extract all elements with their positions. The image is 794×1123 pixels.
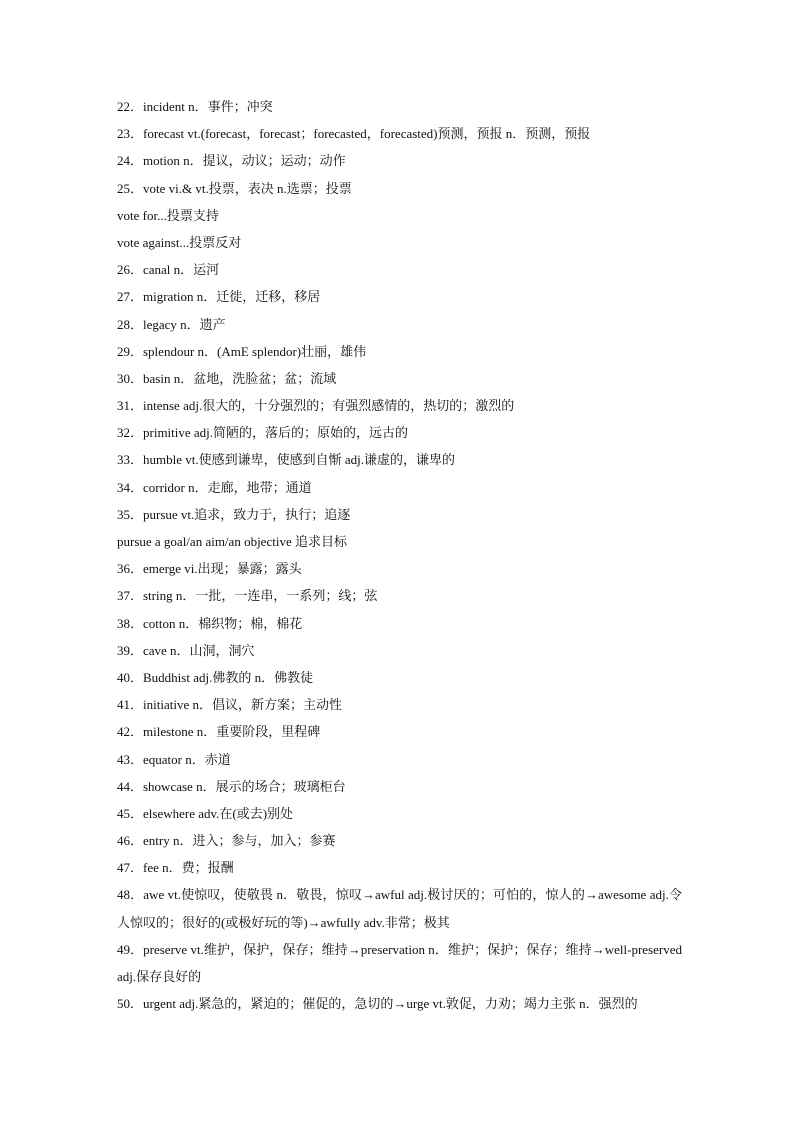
entry-44: 44．showcase n．展示的场合；玻璃柜台: [117, 778, 346, 794]
entry-45: 45．elsewhere adv.在(或去)别处: [117, 805, 294, 821]
entry-24: 24．motion n．提议，动议；运动；动作: [117, 153, 346, 169]
entry-50: 50．urgent adj.紧急的，紧迫的；催促的，急切的→urge vt.敦促，力劝；竭力主张 n．强烈的: [117, 996, 638, 1012]
entry-41: 41．initiative n．倡议，新方案；主动性: [117, 697, 342, 713]
entry-25-phrase-against: vote against...投票反对: [117, 234, 242, 250]
entry-34: 34．corridor n．走廊，地带；通道: [117, 479, 312, 495]
entry-40: 40．Buddhist adj.佛教的 n．佛教徒: [117, 669, 314, 685]
entry-27: 27．migration n．迁徙，迁移，移居: [117, 289, 321, 305]
entry-49: 49．preserve vt.维护，保护，保存；维持→preservation n．维护；保护；保存；维持→well-preserved adj.保存良好的: [117, 941, 682, 985]
entry-25-phrase-for: vote for...投票支持: [117, 207, 219, 223]
vocabulary-list: [117, 93, 682, 1017]
entry-26: 26．canal n．运河: [117, 262, 220, 278]
entry-42: 42．milestone n．重要阶段，里程碑: [117, 724, 321, 740]
entry-46: 46．entry n．进入；参与，加入；参赛: [117, 833, 336, 849]
entry-33: 33．humble vt.使感到谦卑，使感到自惭 adj.谦虚的，谦卑的: [117, 452, 455, 468]
entry-39: 39．cave n．山洞，洞穴: [117, 642, 255, 658]
entry-23: 23．forecast vt.(forecast，forecast；forecasted，forecasted)预测，预报 n．预测，预报: [117, 126, 591, 142]
entry-31: 31．intense adj.很大的，十分强烈的；有强烈感情的，热切的；激烈的: [117, 398, 515, 414]
entry-32: 32．primitive adj.简陋的，落后的；原始的，远古的: [117, 425, 409, 441]
entry-29: 29．splendour n．(AmE splendor)壮丽，雄伟: [117, 343, 367, 359]
entry-43: 43．equator n．赤道: [117, 751, 231, 767]
entry-37: 37．string n．一批，一连串，一系列；线；弦: [117, 588, 378, 604]
entry-38: 38．cotton n．棉织物；棉，棉花: [117, 615, 303, 631]
entry-47: 47．fee n．费；报酬: [117, 860, 234, 876]
entry-36: 36．emerge vi.出现；暴露；露头: [117, 561, 302, 577]
entry-28: 28．legacy n．遗产: [117, 316, 226, 332]
entry-48: 48．awe vt.使惊叹，使敬畏 n．敬畏，惊叹→awful adj.极讨厌的；可怕的，惊人的→awesome adj.令人惊叹的；很好的(或极好玩的等)→awfully adv.非常；极其: [117, 887, 682, 930]
entry-35: 35．pursue vt.追求，致力于，执行；追逐: [117, 506, 351, 522]
entry-22: 22．incident n．事件；冲突: [117, 99, 273, 114]
entry-35-phrase: pursue a goal/an aim/an objective 追求目标: [117, 534, 347, 549]
entry-30: 30．basin n．盆地，洗脸盆；盆；流域: [117, 370, 337, 386]
entry-25: 25．vote vi.& vt.投票，表决 n.选票；投票: [117, 180, 352, 196]
